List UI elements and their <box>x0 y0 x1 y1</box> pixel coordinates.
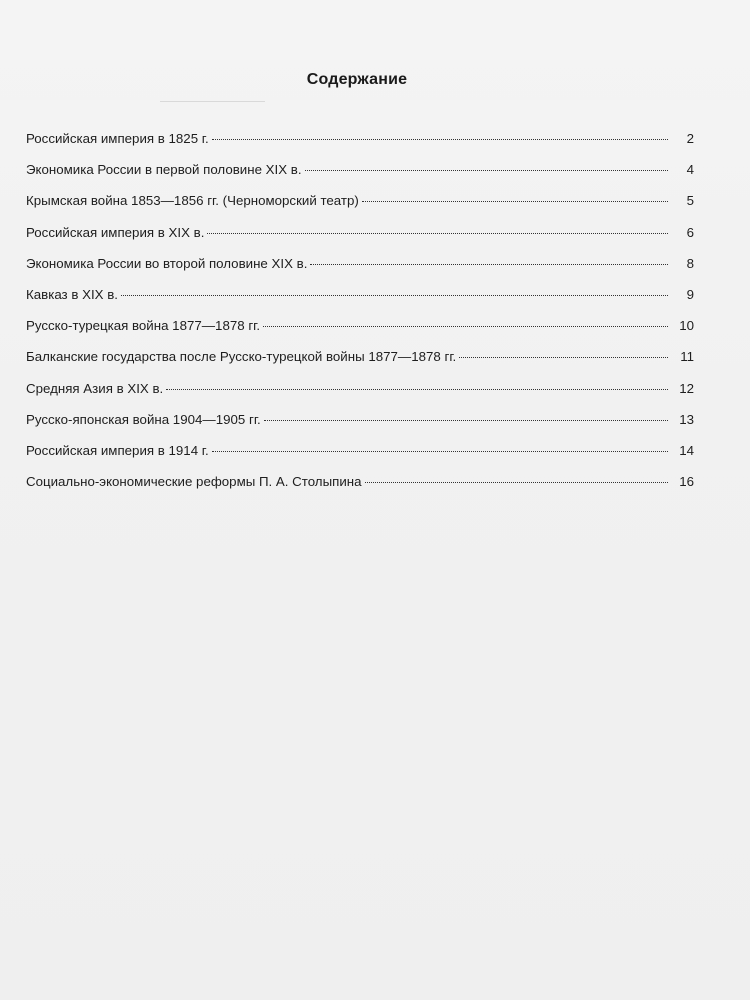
dot-leader <box>305 170 668 171</box>
dot-leader <box>207 233 668 234</box>
toc-entry <box>26 162 694 193</box>
toc-entry <box>26 287 694 318</box>
toc-entry-page: 5 <box>686 193 694 209</box>
dot-leader <box>264 420 668 421</box>
toc-entry-page: 14 <box>679 442 694 458</box>
dot-leader <box>212 139 668 140</box>
toc-entry <box>26 381 694 412</box>
toc-entry-page: 10 <box>679 318 694 334</box>
dot-leader <box>362 201 668 202</box>
toc-entry-title: Русско-турецкая война 1877—1878 гг. <box>26 318 261 334</box>
toc-entry-title: Русско-японская война 1904—1905 гг. <box>26 411 261 427</box>
toc-entry-page: 13 <box>679 411 694 427</box>
table-of-contents <box>26 131 694 505</box>
toc-entry-title: Крымская война 1853—1856 гг. (Черноморский театр) <box>26 193 359 209</box>
toc-entry <box>26 412 694 443</box>
toc-entry-page: 12 <box>679 380 694 396</box>
dot-leader <box>212 451 668 452</box>
toc-entry-page: 4 <box>686 162 694 178</box>
toc-entry-title: Кавказ в XIX в. <box>26 286 118 302</box>
toc-entry-title: Экономика России во второй половине XIX в. <box>26 255 308 271</box>
dot-leader <box>166 389 668 390</box>
toc-entry-title: Российская империя в XIX в. <box>26 224 205 240</box>
toc-entry-page: 8 <box>686 255 694 271</box>
toc-entry <box>26 318 694 349</box>
toc-entry-page: 2 <box>686 131 694 146</box>
toc-entry-title: Российская империя в 1914 г. <box>26 442 209 458</box>
toc-entry-title: Средняя Азия в XIX в. <box>26 380 164 396</box>
toc-entry-title: Социально-экономические реформы П. А. Столыпина <box>26 474 362 490</box>
dot-leader <box>310 264 668 265</box>
dot-leader <box>459 357 668 358</box>
toc-entry-page: 6 <box>686 224 694 240</box>
toc-entry <box>26 349 694 380</box>
dot-leader <box>365 482 669 483</box>
toc-entry-page: 16 <box>679 474 694 490</box>
toc-entry <box>26 131 694 162</box>
toc-entry <box>26 443 694 474</box>
toc-entry-page: 11 <box>680 349 694 365</box>
page-title: Содержание <box>306 71 408 88</box>
toc-entry-page: 9 <box>686 286 694 302</box>
toc-entry-title: Российская империя в 1825 г. <box>26 131 209 146</box>
toc-entry <box>26 474 694 505</box>
toc-entry <box>26 256 694 287</box>
dot-leader <box>263 326 668 327</box>
toc-entry <box>26 225 694 256</box>
toc-entry-title: Балканские государства после Русско-турецкой войны 1877—1878 гг. <box>26 349 457 365</box>
dot-leader <box>121 295 668 296</box>
toc-entry-title: Экономика России в первой половине XIX в. <box>26 162 302 178</box>
toc-entry <box>26 193 694 224</box>
scan-artifact <box>160 101 265 102</box>
